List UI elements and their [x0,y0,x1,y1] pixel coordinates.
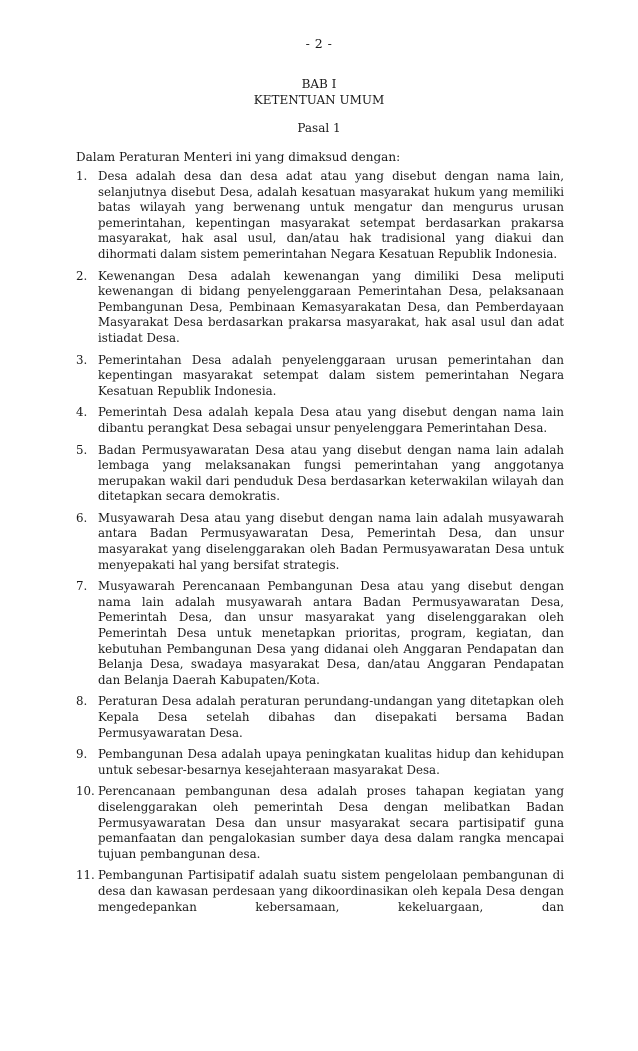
item-text: Badan Permusyawaratan Desa atau yang disebut dengan nama lain adalah lembaga yang melaksanakan fungsi pemerintahan yang anggotanya merupakan wakil dari penduduk Desa berdasarkan keterwakilan wilayah dan ditetapkan secara demokratis. [98,442,564,504]
item-number: 9. [76,747,88,762]
item-text: Pemerintahan Desa adalah penyelenggaraan urusan pemerintahan dan kepentingan masyarakat setempat dalam sistem pemerintahan Negara Kesatuan Republik Indonesia. [98,352,564,398]
item-number: 10. [76,784,95,799]
list-item [76,405,564,436]
item-text: Pembangunan Desa adalah upaya peningkatan kualitas hidup dan kehidupan untuk sebesar-besarnya kesejahteraan masyarakat Desa. [98,747,564,777]
article-heading: Pasal 1 [297,121,341,135]
list-item [76,747,564,778]
chapter-heading: BAB I [301,77,337,91]
chapter-title: KETENTUAN UMUM [253,93,385,107]
list-item [76,784,564,862]
list-item [76,443,564,505]
list-item [76,694,564,741]
page-number: - 2 - [305,36,333,51]
intro-paragraph: Dalam Peraturan Menteri ini yang dimaksud dengan: [76,150,401,164]
list-item [76,868,564,915]
item-number: 4. [76,405,88,420]
item-number: 11. [76,868,95,883]
item-text: Musyawarah Perencanaan Pembangunan Desa atau yang disebut dengan nama lain adalah musyawarah antara Badan Permusyawaratan Desa, Pemerintah Desa, dan unsur masyarakat yang diselenggarakan oleh Pemerintah Desa untuk menetapkan prioritas, program, kegiatan, dan kebutuhan Pembangunan Desa yang didanai oleh Anggaran Pendapatan dan Belanja Desa, swadaya masyarakat Desa, dan/atau Anggaran Pendapatan dan Belanja Daerah Kabupaten/Kota. [98,579,564,687]
item-number: 8. [76,694,88,709]
item-number: 5. [76,442,88,457]
item-text: Pembangunan Partisipatif adalah suatu sistem pengelolaan pembangunan di desa dan kawasan perdesaan yang dikoordinasikan oleh kepala Desa dengan mengedepankan kebersamaan, kekeluargaan, dan [98,868,564,914]
list-item [76,579,564,688]
item-text: Musyawarah Desa atau yang disebut dengan nama lain adalah musyawarah antara Badan Permusyawaratan Desa, Pemerintah Desa, dan unsur masyarakat yang diselenggarakan oleh Badan Permusyawaratan Desa untuk menyepakati hal yang bersifat strategis. [98,510,564,572]
item-number: 6. [76,510,88,525]
item-text: Kewenangan Desa adalah kewenangan yang dimiliki Desa meliputi kewenangan di bidang penyelenggaraan Pemerintahan Desa, pelaksanaan Pembangunan Desa, Pembinaan Kemasyarakatan Desa, dan Pemberdayaan Masyarakat Desa berdasarkan prakarsa masyarakat, hak asal usul dan adat istiadat Desa. [98,268,564,345]
item-number: 3. [76,352,88,367]
item-text: Desa adalah desa dan desa adat atau yang disebut dengan nama lain, selanjutnya disebut Desa, adalah kesatuan masyarakat hukum yang memiliki batas wilayah yang berwenang untuk mengatur dan mengurus urusan pemerintahan, kepentingan masyarakat setempat berdasarkan prakarsa masyarakat, hak asal usul, dan/atau hak tradisional yang diakui dan dihormati dalam sistem pemerintahan Negara Kesatuan Republik Indonesia. [98,169,564,261]
item-text: Peraturan Desa adalah peraturan perundang-undangan yang ditetapkan oleh Kepala Desa setelah dibahas dan disepakati bersama Badan Permusyawaratan Desa. [98,694,564,740]
list-item [76,169,564,263]
item-number: 2. [76,268,88,283]
item-text: Pemerintah Desa adalah kepala Desa atau yang disebut dengan nama lain dibantu perangkat Desa sebagai unsur penyelenggara Pemerintahan Desa. [98,405,564,435]
definitions-list [76,169,564,921]
item-number: 7. [76,579,88,594]
list-item [76,511,564,573]
list-item [76,353,564,400]
item-text: Perencanaan pembangunan desa adalah proses tahapan kegiatan yang diselenggarakan oleh pemerintah Desa dengan melibatkan Badan Permusyawaratan Desa dan unsur masyarakat secara partisipatif guna pemanfaatan dan pengalokasian sumber daya desa dalam rangka mencapai tujuan pembangunan desa. [98,784,564,861]
list-item [76,269,564,347]
item-number: 1. [76,169,88,183]
